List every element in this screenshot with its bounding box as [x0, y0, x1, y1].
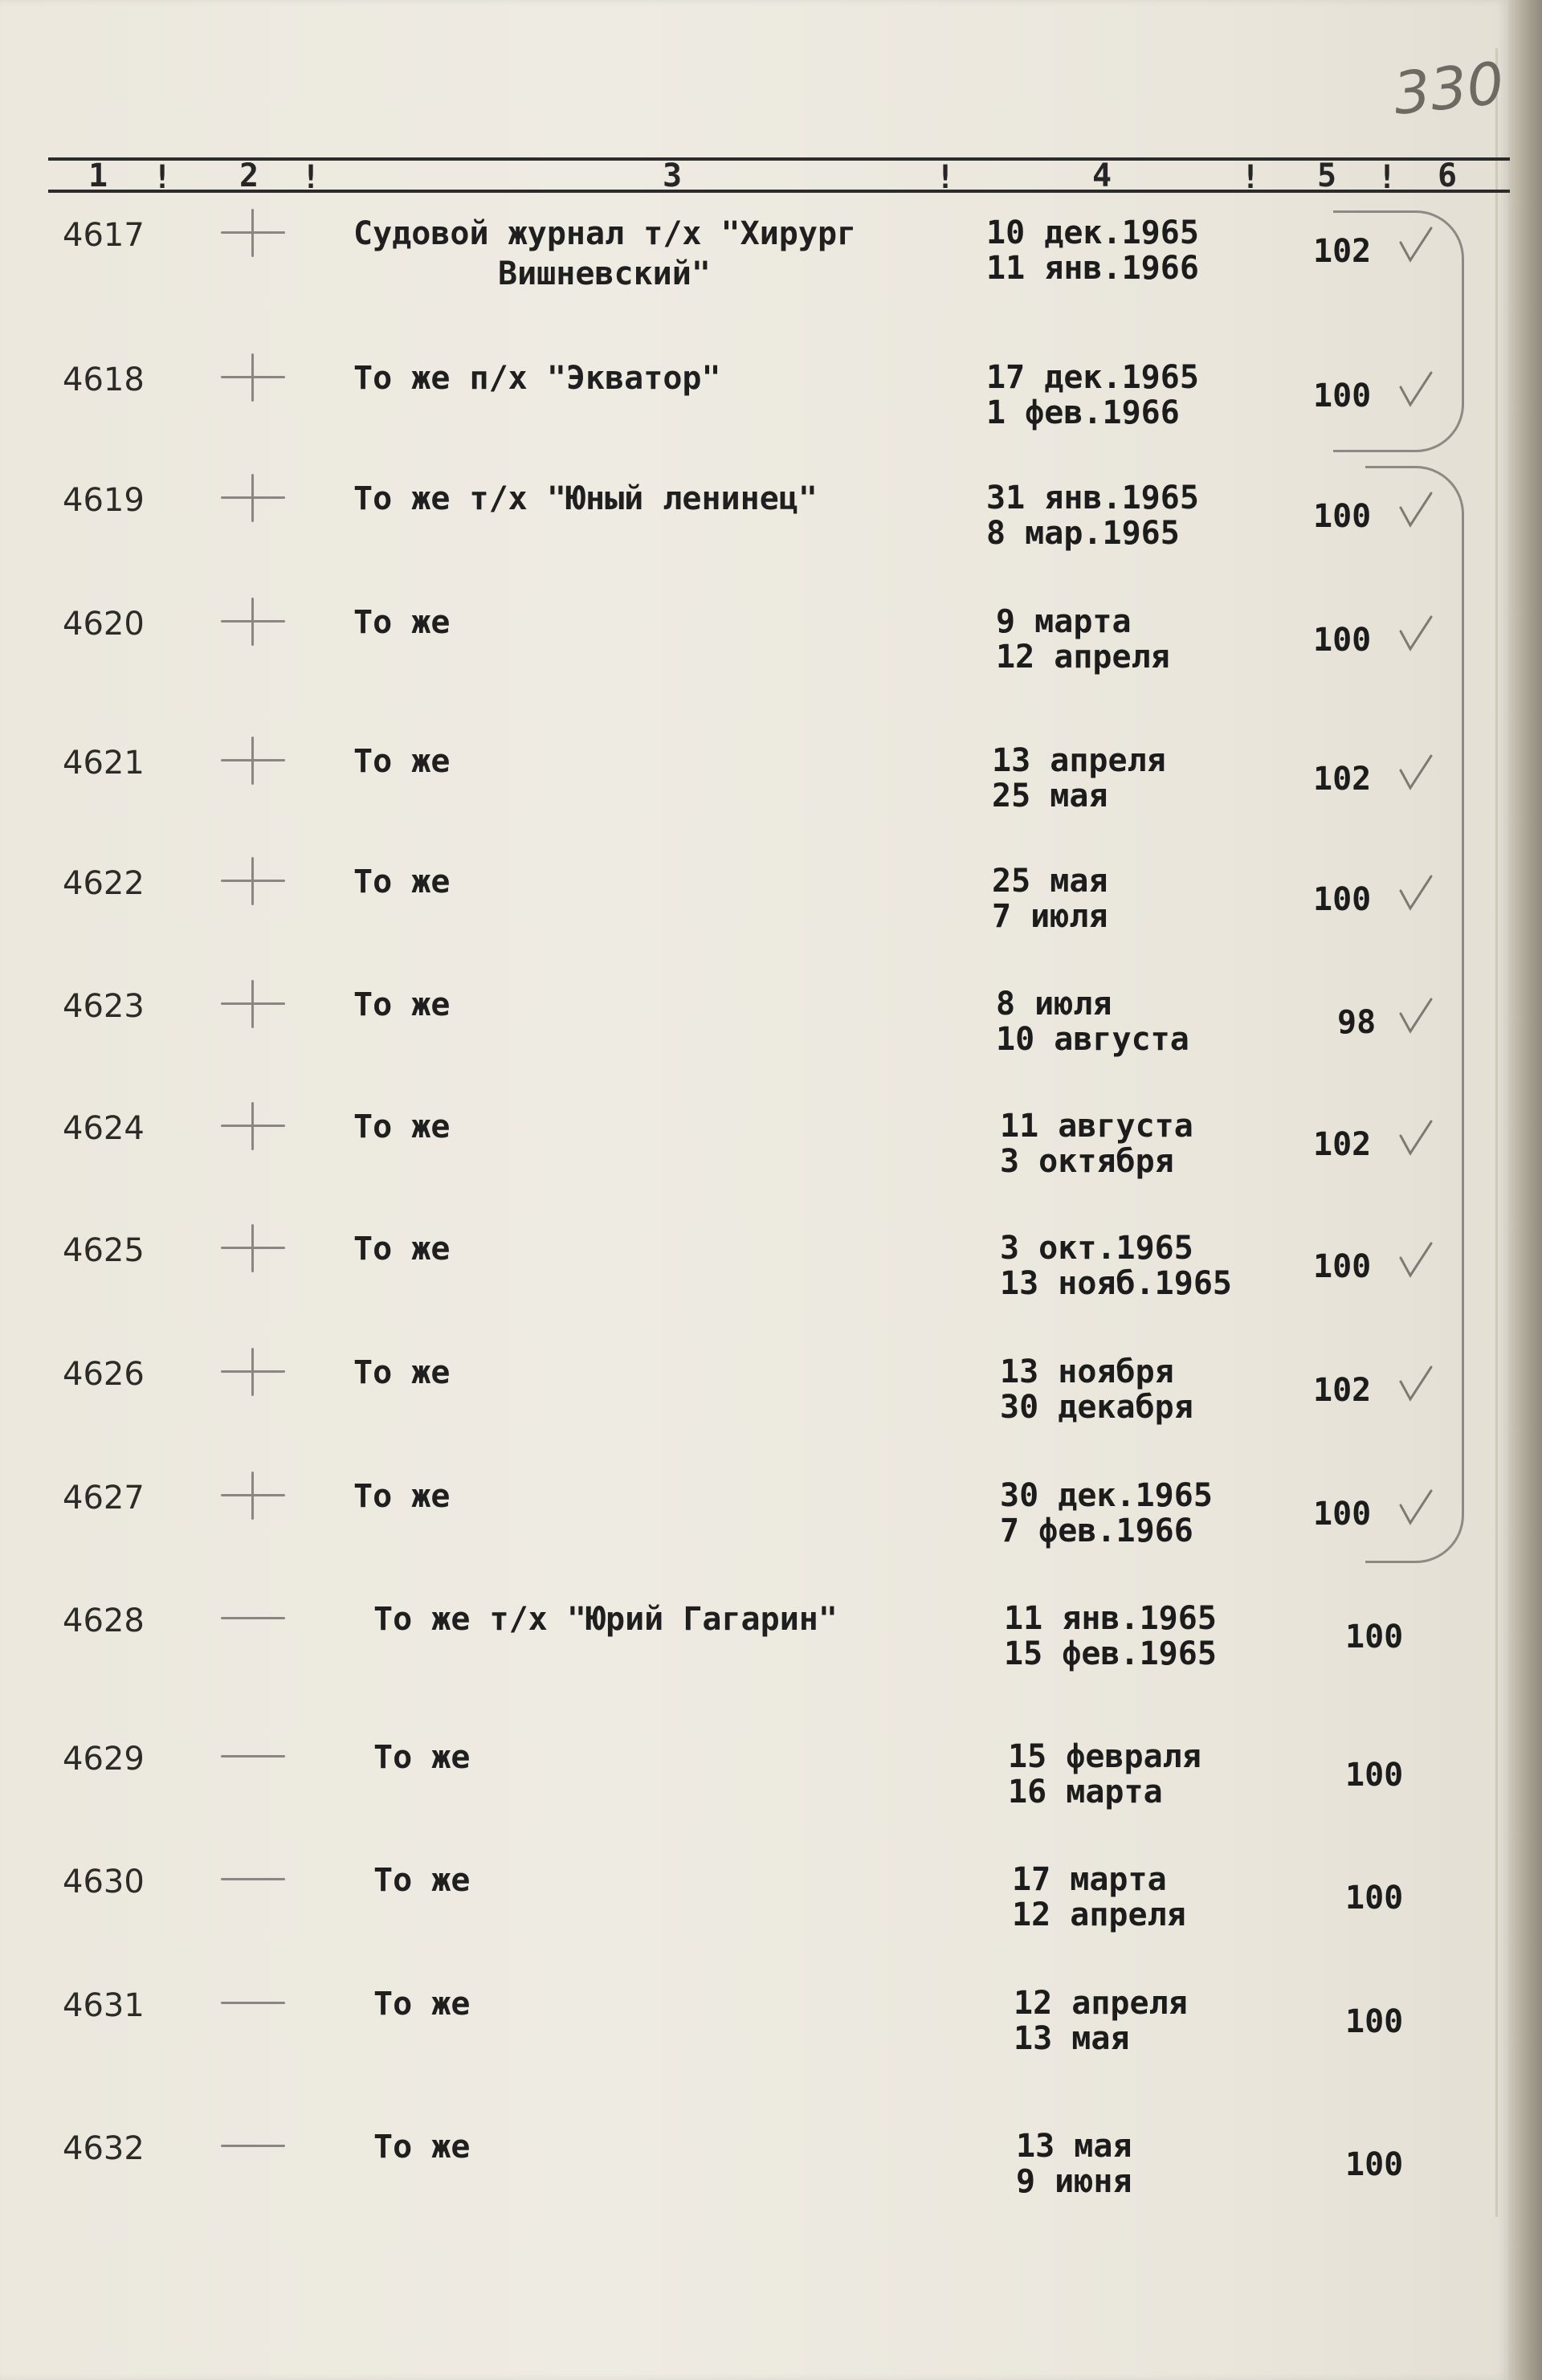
entry-title: То же — [353, 604, 451, 641]
date-end: 9 июня — [1016, 2163, 1132, 2200]
pencil-cross-mark — [221, 737, 285, 785]
entry-title: То же — [373, 2129, 471, 2166]
date-start: 17 дек.1965 — [986, 359, 1199, 396]
column-separator: ! — [1377, 159, 1397, 196]
entry-number: 4629 — [63, 1741, 145, 1778]
entry-number: 4619 — [63, 482, 145, 519]
table-row — [0, 1739, 1508, 1835]
date-end: 7 фев.1966 — [1000, 1513, 1193, 1549]
entry-number: 4632 — [63, 2130, 145, 2167]
entry-number: 4617 — [63, 217, 145, 254]
date-end: 13 мая — [1014, 2020, 1130, 2057]
column-separator: ! — [301, 159, 321, 196]
entry-title: То же — [353, 1231, 451, 1268]
column-header-3: 3 — [663, 157, 683, 194]
date-start: 10 дек.1965 — [986, 214, 1199, 251]
sheet-count: 102 — [1313, 1126, 1372, 1163]
date-start: 13 апреля — [992, 742, 1166, 779]
pencil-cross-mark — [221, 474, 285, 522]
entry-number: 4622 — [63, 865, 145, 902]
date-start: 8 июля — [996, 986, 1112, 1023]
date-end: 12 апреля — [996, 639, 1170, 676]
entry-number: 4618 — [63, 361, 145, 398]
date-start: 11 августа — [1000, 1108, 1193, 1145]
entry-title: То же — [353, 1108, 451, 1145]
date-start: 3 окт.1965 — [1000, 1230, 1193, 1267]
column-header-1: 1 — [88, 157, 108, 194]
entry-number: 4624 — [63, 1110, 145, 1147]
date-end: 25 мая — [992, 778, 1108, 814]
pencil-cross-mark — [221, 598, 285, 646]
sheet-count: 100 — [1313, 1496, 1372, 1533]
date-start: 12 апреля — [1014, 1985, 1188, 2022]
date-start: 15 февраля — [1008, 1738, 1201, 1775]
date-end: 15 фев.1965 — [1004, 1635, 1217, 1672]
entry-number: 4626 — [63, 1356, 145, 1393]
date-start: 13 ноября — [1000, 1353, 1174, 1390]
entry-title: То же — [353, 986, 451, 1023]
entry-number: 4628 — [63, 1602, 145, 1639]
pencil-bracket — [1333, 210, 1464, 452]
entry-title: То же — [353, 743, 451, 780]
table-row — [0, 1108, 1508, 1205]
entry-number: 4631 — [63, 1987, 145, 2024]
date-start: 17 марта — [1012, 1861, 1167, 1898]
pencil-cross-mark — [221, 857, 285, 905]
column-separator: ! — [1241, 159, 1261, 196]
page-number: 330 — [1389, 49, 1507, 128]
table-row — [0, 360, 1508, 456]
date-start: 25 мая — [992, 863, 1108, 900]
column-separator: ! — [936, 159, 956, 196]
entry-number: 4620 — [63, 606, 145, 643]
entry-title: То же — [373, 1739, 471, 1776]
pencil-dash-mark — [221, 1594, 285, 1643]
date-end: 30 декабря — [1000, 1389, 1193, 1426]
date-start: 30 дек.1965 — [1000, 1477, 1213, 1514]
date-end: 11 янв.1966 — [986, 250, 1199, 287]
date-end: 10 августа — [996, 1021, 1189, 1058]
entry-title: То же — [373, 1862, 471, 1899]
table-row — [0, 986, 1508, 1083]
date-start: 31 янв.1965 — [986, 480, 1199, 516]
sheet-count: 100 — [1345, 1619, 1404, 1655]
entry-title: То же — [373, 1986, 471, 2023]
sheet-count: 100 — [1313, 622, 1372, 659]
table-row — [0, 480, 1508, 577]
entry-title: То же т/х "Юный ленинец" — [353, 480, 818, 517]
sheet-count: 100 — [1345, 2003, 1404, 2040]
pencil-dash-mark — [221, 2122, 285, 2170]
date-end: 3 октября — [1000, 1143, 1174, 1180]
table-row — [0, 1478, 1508, 1574]
entry-title: То же т/х "Юрий Гагарин" — [373, 1601, 838, 1638]
sheet-count: 100 — [1313, 378, 1372, 414]
sheet-count: 102 — [1313, 233, 1372, 270]
sheet-count: 100 — [1313, 881, 1372, 918]
sheet-count: 100 — [1345, 1880, 1404, 1917]
table-row — [0, 1986, 1508, 2082]
table-row — [0, 743, 1508, 839]
column-header-4: 4 — [1092, 157, 1112, 194]
page-edge — [1508, 0, 1542, 2380]
entry-title: Судовой журнал т/х "Хирург — [353, 215, 857, 252]
date-end: 12 апреля — [1012, 1896, 1186, 1933]
entry-number: 4623 — [63, 988, 145, 1025]
header-rule-bottom — [48, 190, 1510, 193]
table-row — [0, 863, 1508, 960]
date-end: 7 июля — [992, 898, 1108, 935]
sheet-count: 98 — [1337, 1004, 1377, 1041]
pencil-cross-mark — [221, 1348, 285, 1396]
sheet-count: 100 — [1313, 1248, 1372, 1285]
entry-title: То же — [353, 1354, 451, 1391]
table-row — [0, 1354, 1508, 1451]
sheet-count: 100 — [1313, 498, 1372, 535]
pencil-cross-mark — [221, 1102, 285, 1150]
date-start: 9 марта — [996, 603, 1132, 640]
sheet-count: 100 — [1345, 2146, 1404, 2183]
entry-number: 4627 — [63, 1480, 145, 1517]
pencil-cross-mark — [221, 980, 285, 1028]
entry-title: То же п/х "Экватор" — [353, 360, 721, 397]
table-row — [0, 215, 1508, 312]
entry-number: 4621 — [63, 745, 145, 782]
pencil-dash-mark — [221, 1733, 285, 1781]
pencil-cross-mark — [221, 353, 285, 402]
pencil-cross-mark — [221, 209, 285, 257]
column-separator: ! — [153, 159, 173, 196]
date-start: 11 янв.1965 — [1004, 1600, 1217, 1637]
sheet-count: 102 — [1313, 761, 1372, 798]
pencil-cross-mark — [221, 1472, 285, 1520]
date-end: 16 марта — [1008, 1774, 1163, 1811]
table-row — [0, 2129, 1508, 2225]
sheet-count: 100 — [1345, 1757, 1404, 1794]
column-header-6: 6 — [1438, 157, 1458, 194]
sheet-count: 102 — [1313, 1372, 1372, 1409]
pencil-cross-mark — [221, 1224, 285, 1272]
entry-title-continued: Вишневский" — [498, 255, 711, 292]
column-header-5: 5 — [1317, 157, 1337, 194]
table-row — [0, 1231, 1508, 1327]
table-row — [0, 1862, 1508, 1958]
table-row — [0, 1601, 1508, 1697]
pencil-dash-mark — [221, 1979, 285, 2027]
date-start: 13 мая — [1016, 2128, 1132, 2165]
date-end: 13 нояб.1965 — [1000, 1265, 1232, 1302]
header-rule-top — [48, 157, 1510, 161]
pencil-bracket — [1365, 466, 1464, 1563]
date-end: 1 фев.1966 — [986, 394, 1180, 431]
entry-number: 4630 — [63, 1864, 145, 1900]
pencil-dash-mark — [221, 1855, 285, 1904]
table-row — [0, 604, 1508, 700]
column-header-2: 2 — [239, 157, 259, 194]
entry-number: 4625 — [63, 1232, 145, 1269]
date-end: 8 мар.1965 — [986, 515, 1180, 552]
entry-title: То же — [353, 863, 451, 900]
entry-title: То же — [353, 1478, 451, 1515]
